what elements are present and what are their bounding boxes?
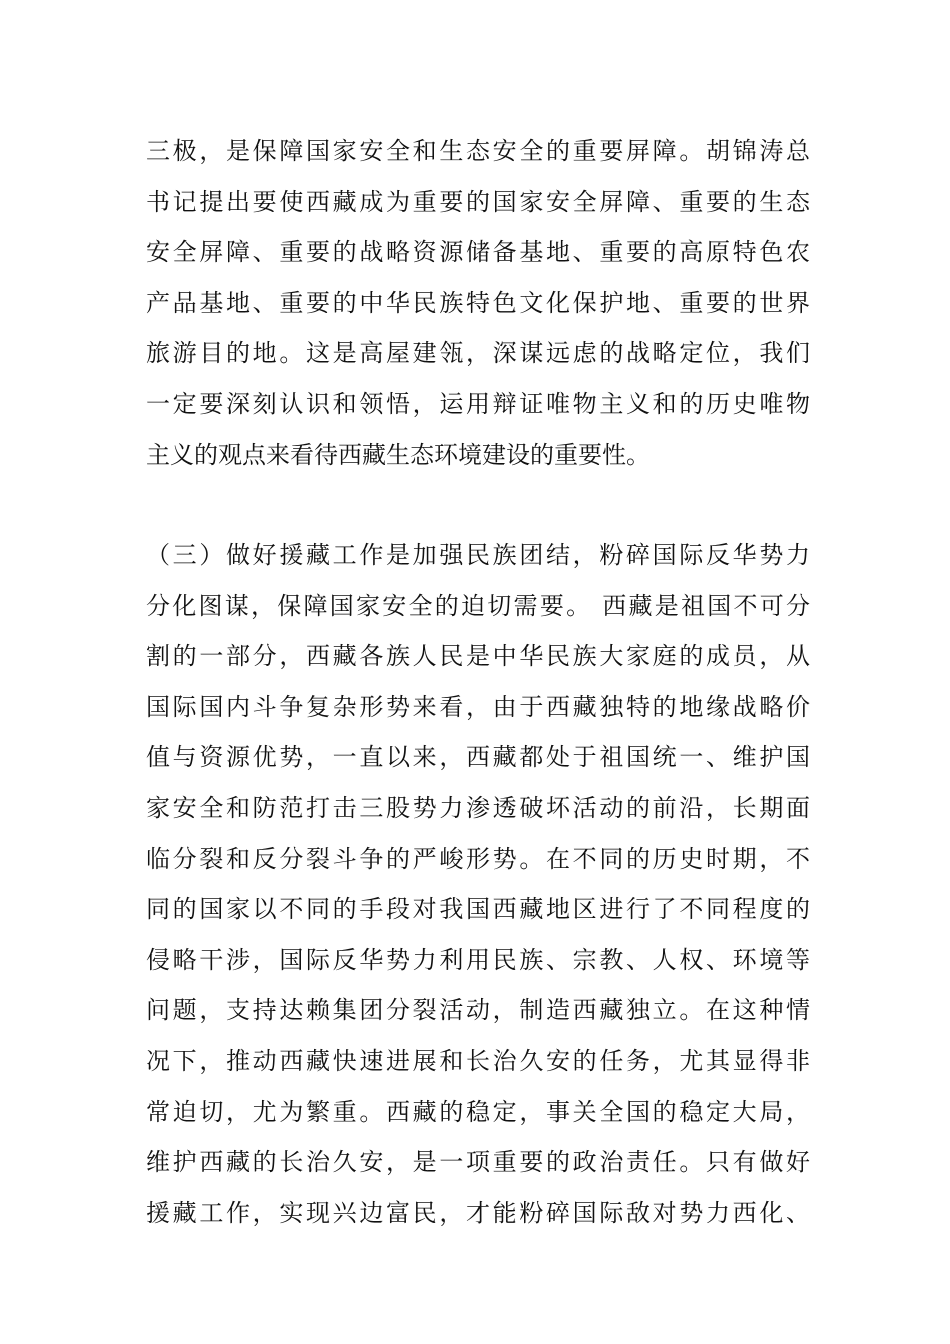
text-line: （三）做好援藏工作是加强民族团结，粉碎国际反华势力 (146, 541, 810, 569)
text-line: 三极，是保障国家安全和生态安全的重要屏障。胡锦涛总 (146, 137, 810, 165)
text-line: 旅游目的地。这是高屋建瓴，深谋远虑的战略定位，我们 (146, 339, 810, 368)
text-line: 家安全和防范打击三股势力渗透破坏活动的前沿，长期面 (146, 793, 810, 822)
text-line: 援藏工作，实现兴边富民，才能粉碎国际敌对势力西化、 (146, 1198, 810, 1227)
text-line: 产品基地、重要的中华民族特色文化保护地、重要的世界 (146, 288, 810, 317)
text-line: 维护西藏的长治久安，是一项重要的政治责任。只有做好 (146, 1148, 810, 1177)
text-line: 临分裂和反分裂斗争的严峻形势。在不同的历史时期，不 (146, 844, 810, 873)
text-line: 分化图谋，保障国家安全的迫切需要。 西藏是祖国不可分 (146, 591, 810, 620)
text-line: 国际国内斗争复杂形势来看，由于西藏独特的地缘战略价 (146, 692, 810, 721)
text-line: 同的国家以不同的手段对我国西藏地区进行了不同程度的 (146, 895, 810, 924)
paragraph-1 (146, 126, 810, 480)
text-line: 况下，推动西藏快速进展和长治久安的任务，尤其显得非 (146, 1046, 810, 1075)
text-line: 值与资源优势，一直以来，西藏都处于祖国统一、维护国 (146, 743, 810, 772)
text-line: 问题，支持达赖集团分裂活动，制造西藏独立。在这种情 (146, 996, 810, 1025)
text-line: 主义的观点来看待西藏生态环境建设的重要性。 (146, 440, 650, 469)
paragraph-2 (146, 530, 810, 1238)
text-line: 书记提出要使西藏成为重要的国家安全屏障、重要的生态 (146, 187, 810, 216)
text-line: 一定要深刻认识和领悟，运用辩证唯物主义和的历史唯物 (146, 389, 810, 418)
text-line: 割的一部分，西藏各族人民是中华民族大家庭的成员，从 (146, 642, 810, 671)
text-line: 安全屏障、重要的战略资源储备基地、重要的高原特色农 (146, 238, 810, 267)
text-line: 侵略干涉，国际反华势力利用民族、宗教、人权、环境等 (146, 945, 810, 974)
text-line: 常迫切，尤为繁重。西藏的稳定，事关全国的稳定大局， (146, 1097, 810, 1126)
